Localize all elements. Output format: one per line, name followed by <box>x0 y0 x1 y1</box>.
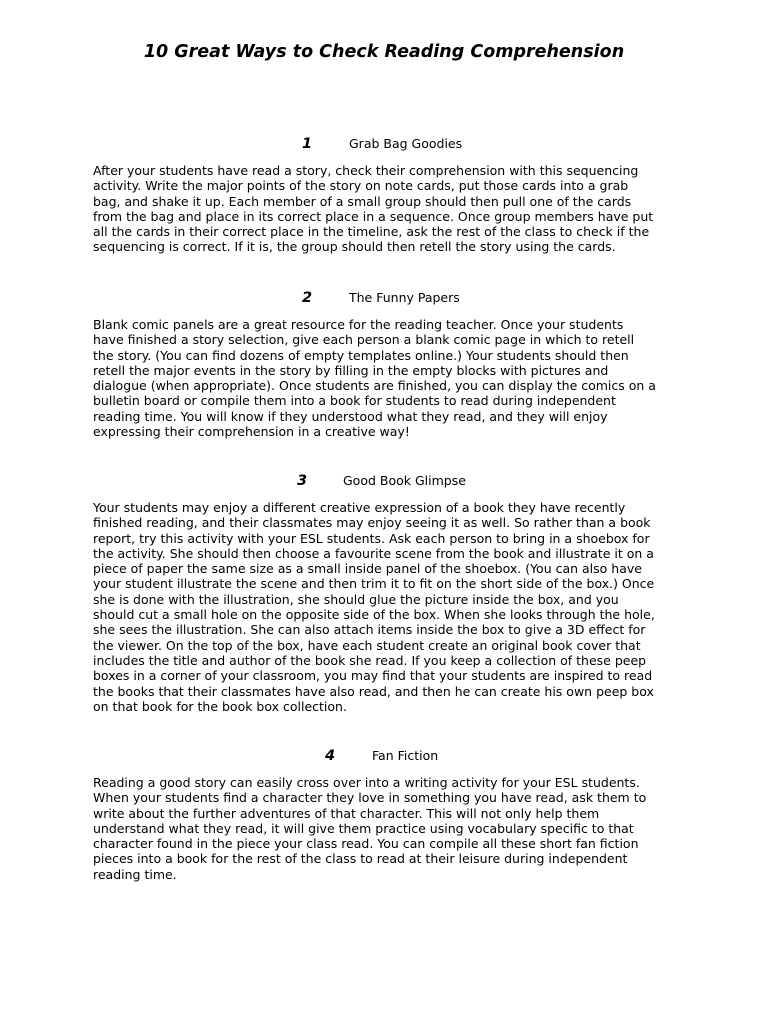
paragraph-line: your student illustrate the scene and then trim it to fit on the short side of the box.) Once <box>93 576 655 592</box>
paragraph-line: When your students find a character they love in something you have read, ask them to <box>93 790 647 806</box>
paragraph-line: she is done with the illustration, she should glue the picture inside the box, and you <box>93 591 619 607</box>
paragraph-line: character found in the piece your class read. You can compile all these short fan fiction <box>93 836 639 852</box>
section-paragraph <box>93 775 683 882</box>
section-heading <box>93 746 683 766</box>
paragraph-line: the books that their classmates have also read, and then he can create his own peep box <box>93 683 654 699</box>
paragraph-line: on that book for the book box collection. <box>93 698 347 714</box>
paragraph-line: Reading a good story can easily cross over into a writing activity for your ESL students. <box>93 775 640 790</box>
paragraph-line: Blank comic panels are a great resource for the reading teacher. Once your students <box>93 317 624 332</box>
section-number: 2 <box>302 290 313 306</box>
paragraph-line: pieces into a book for the rest of the class to read at their leisure during independent <box>93 851 628 867</box>
section-number: 4 <box>325 748 336 764</box>
paragraph-line: piece of paper the same size as a small inside panel of the shoebox. (You can also have <box>93 561 642 577</box>
paragraph-line: from the bag and place in its correct place in a sequence. Once group members have put <box>93 208 654 224</box>
paragraph-line: she sees the illustration. She can also attach items inside the box to give a 3D effect for <box>93 622 646 638</box>
paragraph-line: finished reading, and their classmates may enjoy seeing it as well. So rather than a book <box>93 515 651 531</box>
paragraph-line: the activity. She should then choose a favourite scene from the book and illustrate it on a <box>93 545 654 561</box>
paragraph-line: bulletin board or compile them into a book for students to read during independent <box>93 393 616 409</box>
paragraph-line: should cut a small hole on the opposite side of the box. When she looks through the hole, <box>93 607 655 623</box>
paragraph-line: the viewer. On the top of the box, have each student create an original book cover that <box>93 637 641 653</box>
section-number: 3 <box>297 473 308 489</box>
section-4 <box>93 746 683 882</box>
paragraph-line: the story. (You can find dozens of empty templates online.) Your students should then <box>93 347 629 363</box>
section-title: Grab Bag Goodies <box>349 136 463 151</box>
section-paragraph <box>93 163 683 255</box>
section-2 <box>93 288 683 440</box>
paragraph-line: Your students may enjoy a different creative expression of a book they have recently <box>93 500 626 515</box>
paragraph-line: dialogue (when appropriate). Once students are finished, you can display the comics on a <box>93 378 656 394</box>
paragraph-line: write about the further adventures of that character. This will not only help them <box>93 805 600 821</box>
paragraph-line: all the cards in their correct place in the timeline, ask the rest of the class to check if the <box>93 224 650 240</box>
section-title: Fan Fiction <box>372 748 439 763</box>
paragraph-line: includes the title and author of the book she read. If you keep a collection of these peep <box>93 652 647 668</box>
paragraph-line: retell the major events in the story by filling in the empty blocks with pictures and <box>93 362 609 378</box>
section-title: Good Book Glimpse <box>343 473 466 488</box>
paragraph-line: bag, and shake it up. Each member of a small group should then pull one of the cards <box>93 193 632 209</box>
section-heading <box>93 134 683 154</box>
section-heading <box>93 288 683 308</box>
paragraph-line: understand what they read, it will give them practice using vocabulary specific to that <box>93 820 634 836</box>
paragraph-line: report, try this activity with your ESL students. Ask each person to bring in a shoebox for <box>93 530 650 546</box>
paragraph-line: reading time. <box>93 866 177 882</box>
section-paragraph <box>93 500 683 714</box>
paragraph-line: boxes in a corner of your classroom, you may find that your students are inspired to read <box>93 668 653 684</box>
paragraph-line: activity. Write the major points of the story on note cards, put those cards into a grab <box>93 178 629 194</box>
section-heading <box>93 471 683 491</box>
section-title: The Funny Papers <box>349 290 460 305</box>
paragraph-line: expressing their comprehension in a creative way! <box>93 424 410 440</box>
section-paragraph <box>93 317 683 439</box>
paragraph-line: reading time. You will know if they understood what they read, and they will enjoy <box>93 408 608 424</box>
page-title: 10 Great Ways to Check Reading Comprehension <box>143 42 625 62</box>
section-3 <box>93 471 683 714</box>
paragraph-line: have finished a story selection, give each person a blank comic page in which to retell <box>93 332 635 348</box>
section-number: 1 <box>302 136 313 152</box>
paragraph-line: sequencing is correct. If it is, the group should then retell the story using the cards. <box>93 239 616 255</box>
section-1 <box>93 134 683 255</box>
paragraph-line: After your students have read a story, check their comprehension with this sequencing <box>93 163 639 178</box>
